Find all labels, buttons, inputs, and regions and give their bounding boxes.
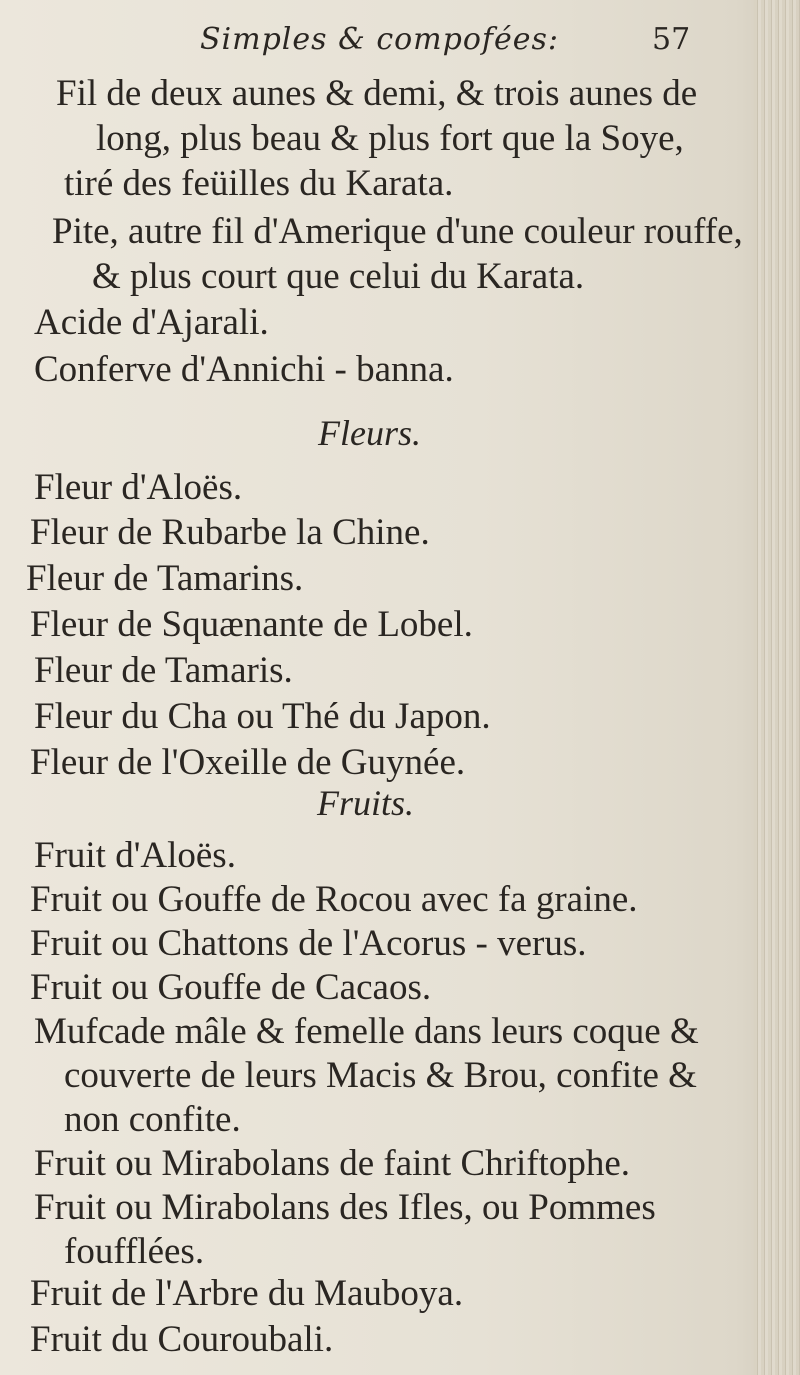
text-line: Conferve d'Annichi - banna.: [34, 349, 454, 390]
list-item: Fruit de l'Arbre du Mauboya.: [30, 1273, 464, 1314]
list-item: Fruit ou Mirabolans de faint Chriftophe.: [34, 1143, 631, 1184]
list-item: Fleur de Tamaris.: [34, 650, 293, 691]
text-line: Fil de deux aunes & demi, & trois aunes de: [56, 73, 698, 114]
text-line: & plus court que celui du Karata.: [92, 256, 585, 297]
list-item: Fruit ou Chattons de l'Acorus - verus.: [30, 923, 587, 964]
section-heading-fleurs: Fleurs.: [318, 413, 421, 453]
list-item: foufflées.: [64, 1231, 205, 1272]
text-line: Pite, autre fil d'Amerique d'une couleur rouffe,: [52, 211, 743, 252]
list-item: Fleur du Cha ou Thé du Japon.: [34, 696, 491, 737]
section-heading-fruits: Fruits.: [317, 783, 415, 823]
list-item: couverte de leurs Macis & Brou, confite &: [64, 1055, 697, 1096]
text-line: Acide d'Ajarali.: [34, 302, 269, 343]
list-item: Fleur de Rubarbe la Chine.: [30, 512, 430, 553]
list-item: Mufcade mâle & femelle dans leurs coque &: [34, 1011, 699, 1052]
list-item: Fruit du Couroubali.: [30, 1319, 334, 1360]
text-line: tiré des feüilles du Karata.: [64, 163, 454, 204]
running-head: Simples & compofées:: [200, 22, 560, 57]
page-header: [0, 12, 760, 62]
page-number: 57: [652, 22, 691, 57]
list-item: Fruit d'Aloës.: [34, 835, 236, 876]
list-item: non confite.: [64, 1099, 241, 1140]
list-item: Fruit ou Gouffe de Cacaos.: [30, 967, 432, 1008]
text-line: long, plus beau & plus fort que la Soye,: [96, 118, 684, 159]
list-item: Fruit ou Mirabolans des Ifles, ou Pommes: [34, 1187, 656, 1228]
list-item: Fleur de Tamarins.: [26, 558, 304, 599]
list-item: Fleur de Squænante de Lobel.: [30, 604, 473, 645]
page-edge: [754, 0, 800, 1375]
list-item: Fruit ou Gouffe de Rocou avec fa graine.: [30, 879, 638, 920]
list-item: Fleur de l'Oxeille de Guynée.: [30, 742, 466, 783]
list-item: Fleur d'Aloës.: [34, 467, 243, 508]
